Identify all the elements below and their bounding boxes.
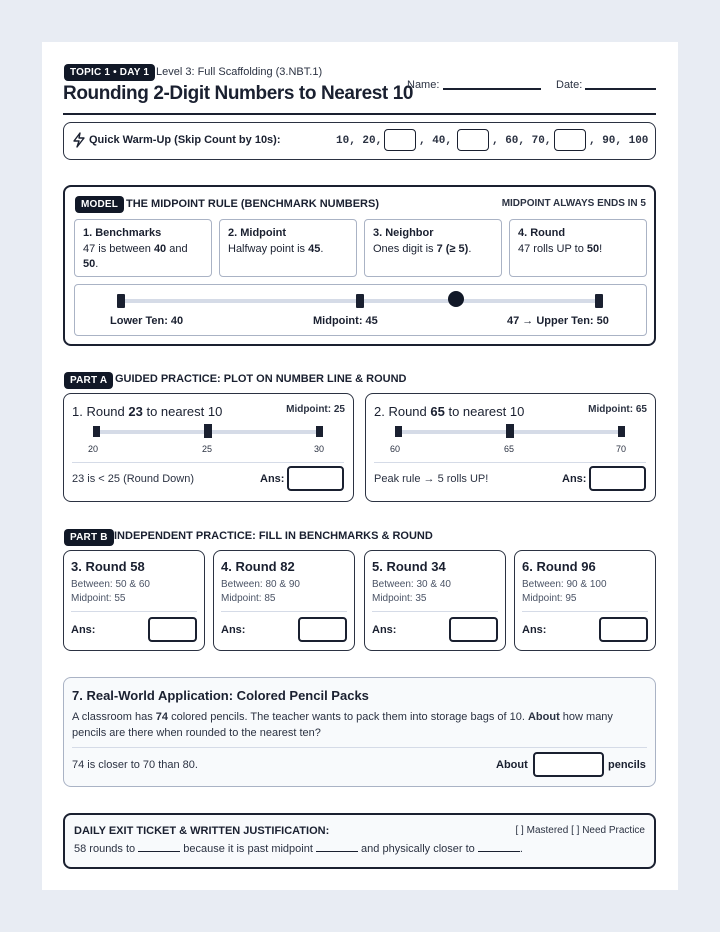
model-step-3-text [373,242,471,257]
p1-tick-label-25: 25 [202,444,213,454]
p6-divider [522,611,648,612]
p2-num: 65 [430,404,445,419]
problem-5-between: Between: 30 & 40 [372,579,451,590]
rw-p1e: how many [559,711,613,723]
exit-s3: and physically closer to [361,843,475,855]
p2-tick-65 [506,424,514,438]
problem-3-ans-label: Ans: [71,624,96,636]
problem-3-midpoint: Midpoint: 55 [71,593,126,604]
problem-1-ans-label: Ans: [260,473,285,485]
step-1-text-d: 50 [83,258,96,270]
real-world-unit: pencils [608,759,646,771]
p5-divider [372,611,498,612]
level-label: Level 3: Full Scaffolding (3.NBT.1) [156,66,323,78]
exit-ticket-sentence [74,843,523,855]
problem-6-answer-field[interactable] [599,617,648,642]
step-4-text-a: 47 rolls UP to [518,243,587,255]
p1-num: 23 [128,404,143,419]
p2-tick-60 [395,426,402,437]
real-world-question [72,709,647,741]
p1-tick-25 [204,424,212,438]
warmup-seq-4: , 90, 100 [589,135,649,147]
problem-5-card [364,550,506,651]
model-step-2-text [228,242,323,257]
model-tick-mid [356,294,364,308]
model-box [63,185,656,346]
problem-3-between: Between: 50 & 60 [71,579,150,590]
problem-5-midpoint: Midpoint: 35 [372,593,427,604]
p3-divider [71,611,197,612]
problem-1-card [63,393,354,502]
warmup-blank-80[interactable] [554,129,586,151]
problem-6-ans-label: Ans: [522,624,547,636]
problem-3-title [71,559,145,574]
p2-post: to nearest 10 [444,404,525,419]
rw-p1b: 74 [155,711,169,723]
model-step-1 [74,219,212,277]
model-step-1-text [83,242,209,272]
model-point-47 [448,291,464,307]
model-pill: MODEL [75,196,124,213]
exit-blank-2[interactable] [316,851,358,852]
header-divider [63,113,656,115]
p1-tick-label-20: 20 [88,444,99,454]
step-1-text-b: 40 [153,243,167,255]
p4-num: 82 [280,559,295,574]
model-step-2-title: 2. Midpoint [228,227,287,239]
problem-2-midpoint: Midpoint: 65 [588,404,647,415]
model-step-3 [364,219,502,277]
p5-pre: 5. Round [372,559,432,574]
part-b-title: INDEPENDENT PRACTICE: FILL IN BENCHMARKS & ROUND [114,530,433,542]
p1-divider [72,462,344,463]
p2-tick-70 [618,426,625,437]
rw-p2: pencils are there when rounded to the nearest ten? [72,727,321,739]
model-label-upper: 47 → Upper Ten: 50 [507,315,609,327]
problem-1-title [72,404,222,419]
exit-s2: because it is past midpoint [183,843,313,855]
problem-4-between: Between: 80 & 90 [221,579,300,590]
model-step-4-text [518,242,602,257]
problem-4-title [221,559,295,574]
problem-6-between: Between: 90 & 100 [522,579,607,590]
p4-divider [221,611,347,612]
real-world-hint: 74 is closer to 70 than 80. [72,759,198,771]
p2-tick-label-70: 70 [616,444,627,454]
rw-p1c: colored pencils. The teacher wants to pack them into storage bags of 10. [168,711,528,723]
exit-blank-1[interactable] [138,851,180,852]
topic-pill: TOPIC 1 • DAY 1 [64,64,155,81]
real-world-card [63,677,656,787]
problem-4-answer-field[interactable] [298,617,347,642]
page-title: Rounding 2-Digit Numbers to Nearest 10 [63,83,414,104]
problem-1-answer-field[interactable] [287,466,344,491]
part-a-title: GUIDED PRACTICE: PLOT ON NUMBER LINE & ROUND [115,373,407,385]
step-4-text-b: 50 [586,243,600,255]
model-label-lower: Lower Ten: 40 [110,315,184,327]
problem-6-card [514,550,656,651]
problem-3-card [63,550,205,651]
warmup-blank-30[interactable] [384,129,416,151]
problem-5-ans-label: Ans: [372,624,397,636]
problem-6-midpoint: Midpoint: 95 [522,593,577,604]
p2-pre: 2. Round [374,404,431,419]
problem-2-ans-label: Ans: [562,473,587,485]
p1-pre: 1. Round [72,404,129,419]
model-tick-lower [117,294,125,308]
step-1-text-a: 47 is between [83,243,154,255]
p1-post: to nearest 10 [142,404,223,419]
p1-tick-30 [316,426,323,437]
model-note: MIDPOINT ALWAYS ENDS IN 5 [501,198,646,209]
warmup-blank-50[interactable] [457,129,489,151]
problem-2-answer-field[interactable] [589,466,646,491]
step-1-text-c: and [166,243,188,255]
date-field[interactable] [585,88,656,90]
model-tick-upper [595,294,603,308]
exit-ticket-box [63,813,656,869]
warmup-seq-3: , 60, 70, [492,135,552,147]
part-b-pill: PART B [64,529,114,546]
rw-p1d: About [527,711,560,723]
p6-num: 96 [581,559,596,574]
real-world-about-label: About [496,759,528,771]
model-number-line [74,284,647,336]
part-a-pill: PART A [64,372,113,389]
p1-tick-20 [93,426,100,437]
model-step-3-title: 3. Neighbor [373,227,434,239]
model-step-4 [509,219,647,277]
p1-tick-label-30: 30 [314,444,325,454]
problem-2-title [374,404,524,419]
exit-ticket-status: [ ] Mastered [ ] Need Practice [515,825,645,836]
p2-tick-label-60: 60 [390,444,401,454]
step-2-text-b: 45 [308,243,321,255]
model-label-mid: Midpoint: 45 [313,315,378,327]
problem-1-midpoint: Midpoint: 25 [286,404,345,415]
p6-pre: 6. Round [522,559,582,574]
p3-num: 58 [130,559,145,574]
step-2-text-a: Halfway point is [228,243,309,255]
p5-num: 34 [431,559,446,574]
problem-2-card [365,393,656,502]
model-step-1-title: 1. Benchmarks [83,227,162,239]
worksheet-page [42,42,678,890]
rw-divider [72,747,647,748]
step-3-text-a: Ones digit is [373,243,437,255]
step-1-text-e: . [95,258,99,270]
step-4-text-c: ! [599,243,603,255]
model-step-2 [219,219,357,277]
warmup-label: Quick Warm-Up (Skip Count by 10s): [89,134,281,146]
problem-5-answer-field[interactable] [449,617,498,642]
problem-4-midpoint: Midpoint: 85 [221,593,276,604]
step-2-text-c: . [320,243,324,255]
exit-s1: 58 rounds to [74,843,136,855]
problem-5-title [372,559,446,574]
problem-4-card [213,550,355,651]
model-title: THE MIDPOINT RULE (BENCHMARK NUMBERS) [126,198,379,210]
date-label: Date: [556,79,583,91]
problem-1-hint: 23 is < 25 (Round Down) [72,473,194,485]
p4-pre: 4. Round [221,559,281,574]
exit-blank-3[interactable] [478,851,520,852]
p3-pre: 3. Round [71,559,131,574]
p2-tick-label-65: 65 [504,444,515,454]
real-world-title: 7. Real-World Application: Colored Pencil Packs [72,688,369,703]
step-3-text-c: . [468,243,472,255]
warmup-seq-1: 10, 20, [336,135,383,147]
warmup-box [63,122,656,160]
problem-3-answer-field[interactable] [148,617,197,642]
p2-divider [374,462,646,463]
problem-6-title [522,559,596,574]
name-field[interactable] [443,88,541,90]
name-label: Name: [407,79,440,91]
exit-ticket-title: DAILY EXIT TICKET & WRITTEN JUSTIFICATION: [74,825,330,837]
real-world-answer-field[interactable] [533,752,604,777]
warmup-seq-2: , 40, [419,135,453,147]
step-3-text-b: 7 (≥ 5) [436,243,469,255]
problem-2-hint: Peak rule → 5 rolls UP! [374,473,489,485]
exit-s4: . [519,843,523,855]
model-step-4-title: 4. Round [518,227,566,239]
lightning-icon [72,132,86,153]
problem-4-ans-label: Ans: [221,624,246,636]
rw-p1: A classroom has [72,711,156,723]
